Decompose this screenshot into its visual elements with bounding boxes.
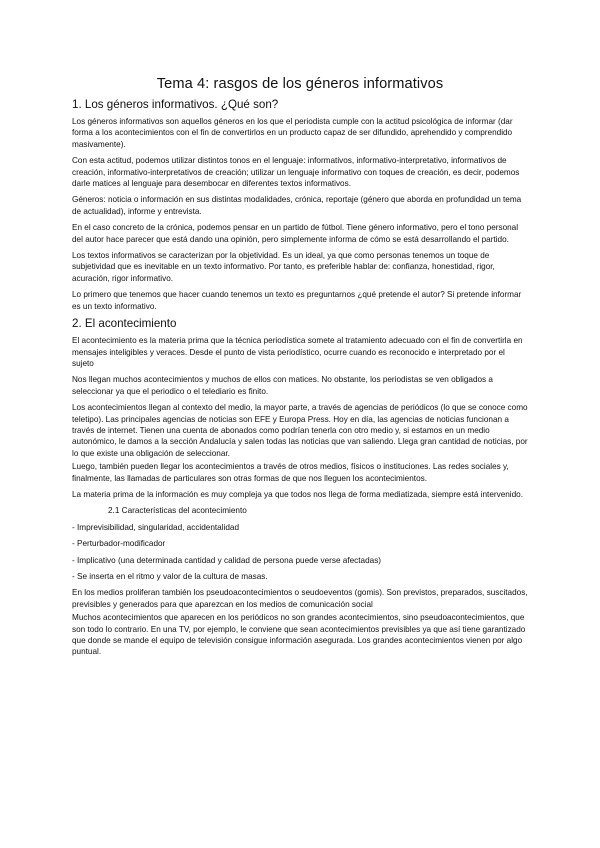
list-item: - Perturbador-modificador: [72, 539, 166, 549]
subsection-heading-caracteristicas: 2.1 Características del acontecimiento: [108, 506, 247, 516]
paragraph: La materia prima de la información es muy compleja ya que todos nos llega de forma mediatizada, siempre está intervenido.: [72, 489, 524, 499]
paragraph: En el caso concreto de la crónica, podemos pensar en un partido de fútbol. Tiene género informativo, pero el tono personal del autor hace parecer que está dando una opinión, pero simplemente informa de cómo se está desarrollando el partido.: [72, 223, 519, 244]
paragraph: Lo primero que tenemos que hacer cuando tenemos un texto es preguntarnos ¿qué pretende el autor? Si pretende informar es un texto informativo.: [72, 290, 522, 311]
paragraph: Nos llegan muchos acontecimientos y muchos de ellos con matices. No obstante, los periodistas se ven obligados a seleccionar ya que el periodico o el telediario es finito.: [72, 375, 493, 396]
paragraph: Luego, también pueden llegar los acontecimientos a través de otros medios, físicos o instituciones. Las redes sociales y, finalmente, las llamadas de particulares son otras formas de que nos lleguen los acontecimientos.: [72, 462, 509, 483]
paragraph: Los géneros informativos son aquellos géneros en los que el periodista cumple con la actitud psicológica de informar (dar forma a los acontecimientos con el fin de convertirlos en un producto capaz de ser difundido, aprehendido y comprendido masivamente).: [72, 117, 513, 149]
list-item: - Se inserta en el ritmo y valor de la cultura de masas.: [72, 572, 268, 581]
paragraph: Los textos informativos se caracterizan por la objetividad. Es un ideal, ya que como personas tenemos un toque de subjetividad que es inevitable en un texto informativo. Por tanto, es preferible hablar de: confianza, honestidad, rigor, acuración, rigor informativo.: [72, 251, 495, 283]
paragraph: Géneros: noticia o información en sus distintas modalidades, crónica, reportaje (género que aborda en profundidad un tema de actualidad), informe y entrevista.: [72, 195, 522, 216]
section-heading-generos: 1. Los géneros informativos. ¿Qué son?: [72, 98, 279, 111]
section-heading-acontecimiento: 2. El acontecimiento: [72, 317, 177, 331]
document-title: Tema 4: rasgos de los géneros informativos: [156, 76, 444, 92]
paragraph: En los medios proliferan también los pseudoacontecimientos o seudoeventos (gomis). Son previstos, preparados, suscitados, previsibles y generados para que aparezcan en los medios de comunicación social: [72, 588, 528, 609]
paragraph: Los acontecimientos llegan al contexto del medio, la mayor parte, a través de agencias de periódicos (lo que se conoce como teletipo). Las principales agencias de noticias son EFE y Europa Press. Hoy en día, las agencias de noticias funcionan a través de internet. Tienen una cuenta de abonados como podrían tenerla con otro medio y, si estamos en un medio autonómico, le damos a la sección Andalucía y salen todas las noticias que van saliendo. Llega gran cantidad de noticias, por lo que existe una obligación de seleccionar.: [72, 403, 528, 458]
paragraph: Muchos acontecimientos que aparecen en los periódicos no son grandes acontecimientos, sino pseudoacontecimientos, que son todo lo contrario. En una TV, por ejemplo, le conviene que sean acontecimientos previsibles ya que así tiene garantizado que donde se mande el equipo de televisión consigue información asegurada. Los grandes acontecimientos vienen por algo puntual.: [72, 613, 526, 657]
paragraph: El acontecimiento es la materia prima que la técnica periodística somete al tratamiento adecuado con el fin de convertirla en mensajes inteligibles y veraces. Desde el punto de vista periodístico, ocurre cuando es reconocido e interpretado por el sujeto: [72, 336, 523, 368]
paragraph: Con esta actitud, podemos utilizar distintos tonos en el lenguaje: informativos, informativo-interpretativo, informativos de creación, informativo-interpretativos de creación; utilizar un lenguaje informativo con toques de creación, es decir, podemos darle matices al lenguaje para desembocar en diferentes textos informativos.: [72, 156, 520, 189]
list-item: - Implicativo (una determinada cantidad y calidad de persona puede verse afectadas): [72, 555, 382, 565]
list-item: - Imprevisibilidad, singularidad, accidentalidad: [72, 522, 240, 532]
